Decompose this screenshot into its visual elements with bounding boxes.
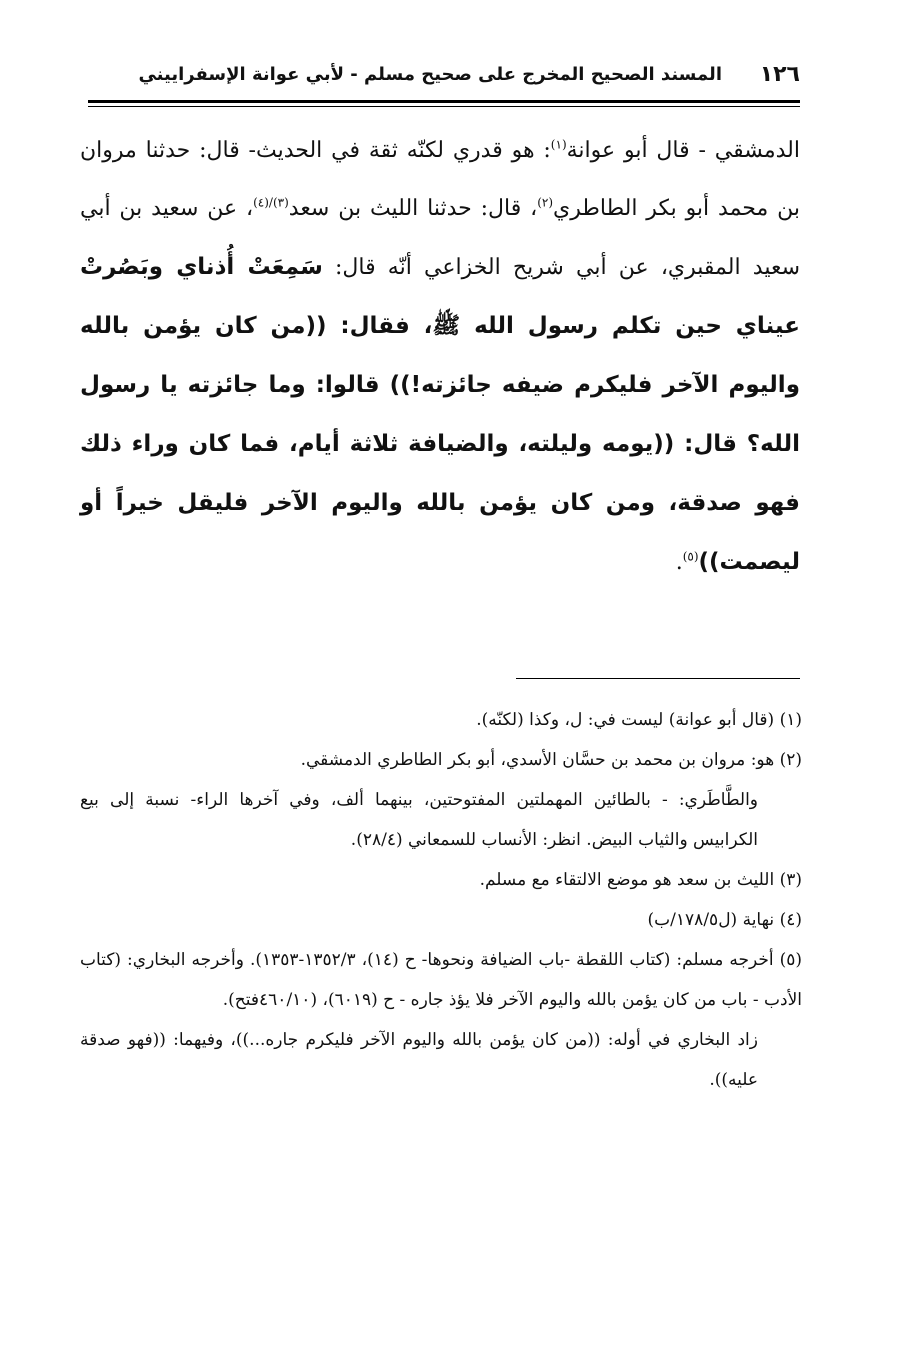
footnote-3: (٣) الليث بن سعد هو موضع الالتقاء مع مسلم. [479,870,802,890]
page-header [88,58,800,98]
text-run: ، قال: حدثنا الليث بن سعد [288,196,538,221]
text-run: : هو قدري لكنّه ثقة في الحديث- قال: حدثنا مروان بن محمد أبو بكر الطاطري [80,138,801,221]
footnote-ref-3-4: (٣)/(٤) [253,195,289,210]
main-paragraph [80,122,800,592]
footnote-ref-1: (١) [550,137,567,152]
hadith-text: سَمِعَتْ أُذناي وبَصُرتْ عيناي حين تكلم رسول الله ﷺ، فقال: ((من كان يؤمن بالله واليوم الآخر فليكرم ضيفه جائزته!)) قالوا: وما جائزته يا رسول الله؟ قال: ((يومه وليلته، والضيافة ثلاثة أيام، فما كان وراء ذلك فهو صدقة، ومن كان يؤمن بالله واليوم الآخر فليقل خيراً أو ليصمت)) [80,254,800,575]
main-text [80,122,800,592]
page-number: ١٢٦ [759,62,800,87]
footnote-5: (٥) أخرجه مسلم: (كتاب اللقطة -باب الضيافة ونحوها- ح (١٤)، ١٣٥٢/٣-١٣٥٣). وأخرجه البخاري: (كتاب الأدب - باب من كان يؤمن بالله واليوم الآخر فلا يؤذ جاره - ح (٦٠١٩)، (٤٦٠/١٠فتح). [80,950,803,1010]
footnote-separator [516,678,800,679]
footnote-4: (٤) نهاية (ل١٧٨/٥/ب) [647,910,802,930]
text-run: ، عن سعيد بن أبي سعيد المقبري، عن أبي شريح الخزاعي أنّه قال: [80,196,801,280]
footnote-ref-5: (٥) [682,549,699,564]
text-run: . [675,550,683,575]
header-rule [88,100,800,103]
footnotes [80,700,802,1100]
running-title: المسند الصحيح المخرج على صحيح مسلم - لأبي عوانة الإسفراييني [138,64,722,85]
footnote-2: (٢) هو: مروان بن محمد بن حسَّان الأسدي، أبو بكر الطاطري الدمشقي. [300,750,802,770]
text-run: الدمشقي - قال أبو عوانة [566,138,800,163]
footnote-2-continuation: والطَّاطَري: - بالطائين المهملتين المفتوحتين، بينهما ألف، وفي آخرها الراء- نسبة إلى بيع الكرابيس والثياب البيض. انظر: الأنساب للسمعاني (٢٨/٤). [80,790,758,850]
header-rule-thin [88,106,800,107]
footnote-1: (١) (قال أبو عوانة) ليست في: ل، وكذا (لكنّه). [476,710,802,730]
footnote-5-continuation: زاد البخاري في أوله: ((من كان يؤمن بالله واليوم الآخر فليكرم جاره...))، وفيهما: ((فهو صدقة عليه)). [80,1030,758,1090]
footnote-ref-2: (٢) [537,195,554,210]
